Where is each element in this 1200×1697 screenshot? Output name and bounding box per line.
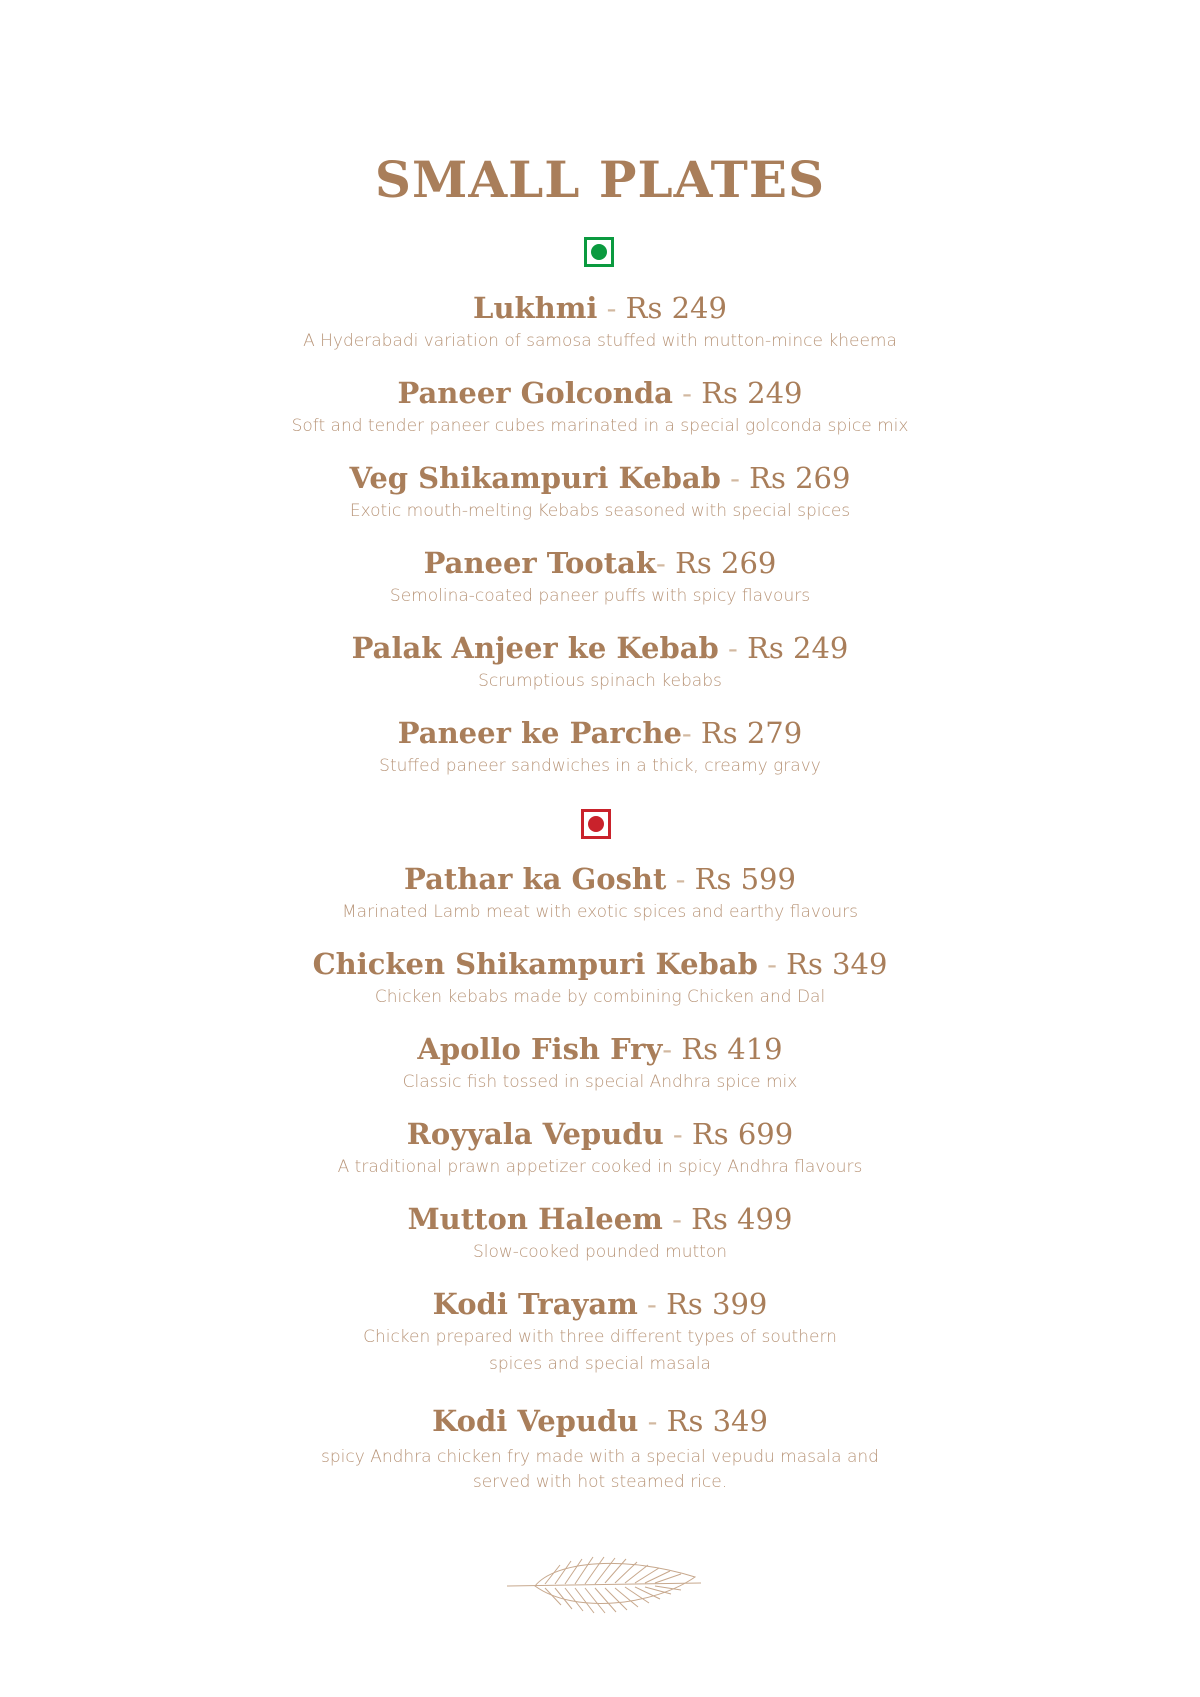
menu-item	[0, 290, 1200, 355]
non-veg-indicator-icon	[581, 809, 611, 839]
item-description: Chicken prepared with three different types of southern	[363, 1327, 837, 1347]
item-name: Kodi Trayam	[432, 1287, 638, 1321]
item-description: Exotic mouth-melting Kebabs seasoned with special spices	[349, 501, 851, 521]
item-description: spicy Andhra chicken fry made with a special vepudu masala and	[321, 1447, 879, 1467]
menu-item	[0, 1031, 1200, 1096]
menu-item	[0, 545, 1200, 610]
page-title: SMALL PLATES	[374, 150, 826, 209]
item-description: Stuffed paneer sandwiches in a thick, creamy gravy	[379, 756, 821, 776]
veg-indicator-icon	[584, 237, 614, 267]
item-name: Royyala Vepudu	[406, 1117, 664, 1151]
item-price: Rs 269	[749, 461, 851, 495]
item-description: Soft and tender paneer cubes marinated in a special golconda spice mix	[291, 416, 909, 436]
menu-item	[0, 1201, 1200, 1266]
item-separator: -	[638, 1404, 667, 1438]
menu-item	[0, 946, 1200, 1011]
item-price: Rs 599	[694, 862, 796, 896]
menu-item	[0, 861, 1200, 926]
item-separator: -	[757, 947, 787, 981]
item-description: Slow-cooked pounded mutton	[472, 1242, 728, 1262]
item-separator: -	[718, 631, 748, 665]
item-separator: -	[597, 291, 626, 325]
item-description: Marinated Lamb meat with exotic spices and earthy flavours	[342, 902, 858, 922]
item-name: Paneer ke Parche	[397, 716, 682, 750]
item-name: Paneer Golconda	[397, 376, 673, 410]
item-separator: -	[663, 1117, 692, 1151]
item-name: Palak Anjeer ke Kebab	[351, 631, 719, 665]
item-separator: -	[672, 376, 702, 410]
item-description: served with hot steamed rice.	[472, 1472, 728, 1492]
item-description: Semolina-coated paneer puffs with spicy flavours	[389, 586, 811, 606]
menu-item	[0, 460, 1200, 525]
menu-item	[0, 715, 1200, 780]
item-price: Rs 349	[666, 1404, 768, 1438]
menu-item	[0, 1286, 1200, 1378]
menu-item	[0, 375, 1200, 440]
item-separator: -	[637, 1287, 667, 1321]
item-name: Paneer Tootak	[423, 546, 657, 580]
item-separator: -	[662, 1032, 682, 1066]
item-separator: -	[662, 1202, 692, 1236]
item-price: Rs 249	[625, 291, 727, 325]
item-description: A traditional prawn appetizer cooked in spicy Andhra flavours	[337, 1157, 863, 1177]
item-separator: -	[656, 546, 676, 580]
item-description: Scrumptious spinach kebabs	[478, 671, 722, 691]
item-description: Chicken kebabs made by combining Chicken and Dal	[374, 987, 826, 1007]
item-price: Rs 349	[786, 947, 888, 981]
menu-item	[0, 1403, 1200, 1495]
item-separator: -	[666, 862, 695, 896]
item-price: Rs 249	[701, 376, 803, 410]
item-price: Rs 419	[681, 1032, 783, 1066]
item-description: Classic fish tossed in special Andhra spice mix	[402, 1072, 798, 1092]
item-price: Rs 249	[747, 631, 849, 665]
item-name: Mutton Haleem	[407, 1202, 663, 1236]
item-name: Veg Shikampuri Kebab	[349, 461, 721, 495]
item-price: Rs 279	[700, 716, 803, 750]
item-separator: -	[681, 716, 701, 750]
item-name: Pathar ka Gosht	[404, 862, 667, 896]
item-name: Lukhmi	[473, 291, 598, 325]
item-price: Rs 499	[691, 1202, 793, 1236]
item-separator: -	[720, 461, 750, 495]
menu-item	[0, 630, 1200, 695]
menu-item	[0, 1116, 1200, 1181]
feather-leaf-icon	[505, 1553, 703, 1619]
item-price: Rs 699	[691, 1117, 794, 1151]
item-description: spices and special masala	[489, 1354, 711, 1374]
item-price: Rs 399	[666, 1287, 768, 1321]
item-description: A Hyderabadi variation of samosa stuffed with mutton-mince kheema	[303, 331, 897, 351]
item-name: Apollo Fish Fry	[417, 1032, 663, 1066]
item-name: Chicken Shikampuri Kebab	[312, 947, 758, 981]
item-price: Rs 269	[675, 546, 777, 580]
item-name: Kodi Vepudu	[432, 1404, 639, 1438]
